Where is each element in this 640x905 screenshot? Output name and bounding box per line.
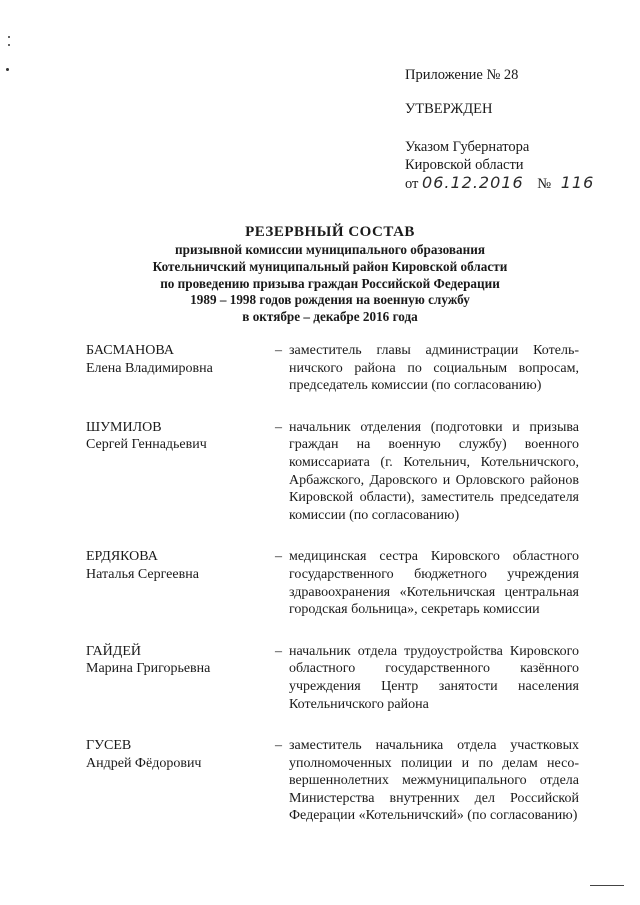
footer-rule (590, 885, 624, 886)
document-title (70, 222, 590, 326)
approved-label: УТВЕРЖДЕН (405, 101, 493, 117)
date-prefix: от (405, 176, 419, 192)
approval-header (405, 66, 625, 193)
member-entry (86, 342, 606, 395)
member-given-names: Наталья Сергеевна (86, 566, 199, 582)
member-surname: ШУМИЛОВ (86, 419, 162, 435)
member-name (86, 737, 266, 772)
member-role: начальник отдела трудоустройства Кировского областного государственного казённого учреждения Центр занятости населения Котельничского района (289, 643, 579, 712)
member-dash: – (275, 343, 282, 358)
member-given-names: Андрей Фёдорович (86, 755, 202, 771)
title-line: Котельничский муниципальный район Кировской области (152, 258, 508, 274)
member-dash: – (275, 738, 282, 754)
member-name (86, 643, 266, 678)
member-name (86, 419, 266, 454)
decree-line-1: Указом Губернатора (405, 139, 530, 155)
scan-speck (8, 44, 10, 46)
scan-speck (8, 36, 10, 38)
member-dash: – (275, 643, 282, 659)
member-name (86, 342, 266, 377)
member-given-names: Сергей Геннадьевич (86, 437, 207, 453)
member-surname: БАСМАНОВА (86, 343, 174, 358)
member-name (86, 548, 266, 583)
member-role: заместитель главы администрации Котельничского района по социальным вопросам, председатель комиссии (по согласованию) (289, 343, 579, 394)
handwritten-date: 06.12.2016 (422, 173, 524, 192)
member-role: медицинская сестра Кировского областного государственного бюджетного учреждения здравоохранения «Котельничская центральная городская больница», секретарь комиссии (289, 549, 579, 618)
appendix-number: Приложение № 28 (405, 67, 519, 83)
member-dash: – (275, 419, 282, 435)
title-line: по проведению призыва граждан Российской Федерации (160, 275, 500, 291)
member-surname: ГУСЕВ (86, 738, 132, 754)
decree-date-line (405, 174, 625, 193)
title-line: 1989 – 1998 годов рождения на военную службу (190, 292, 470, 308)
member-surname: ЕРДЯКОВА (86, 549, 158, 565)
handwritten-number: 116 (560, 173, 595, 192)
member-surname: ГАЙДЕЙ (86, 643, 142, 659)
title-main: РЕЗЕРВНЫЙ СОСТАВ (245, 224, 415, 240)
member-given-names: Марина Григорьевна (86, 661, 211, 677)
title-line: призывной комиссии муниципального образования (175, 242, 485, 257)
member-entry (86, 737, 606, 825)
member-given-names: Елена Владимировна (86, 360, 213, 376)
members-list (86, 342, 606, 849)
decree-line-2: Кировской области (405, 157, 524, 173)
member-entry (86, 548, 606, 618)
member-role: начальник отделения (подготовки и призыва граждан на военную службу) военного комиссариата (г. Котельнич, Котельничского, Арбажского, Даровского и Орловского районов Кировской области), заместитель председателя комиссии (по согласованию) (289, 419, 579, 523)
member-dash: – (275, 549, 282, 565)
number-sign: № (537, 176, 552, 192)
title-line: в октябре – декабре 2016 года (242, 309, 418, 325)
scan-speck (6, 68, 9, 71)
member-entry (86, 643, 606, 713)
member-role: заместитель начальника отдела участковых уполномоченных полиции и по делам несовершеннолетних межмуниципального отдела Министерства внутренних дел Российской Федерации «Котельничский» (по согласованию) (289, 738, 579, 824)
member-entry (86, 419, 606, 525)
